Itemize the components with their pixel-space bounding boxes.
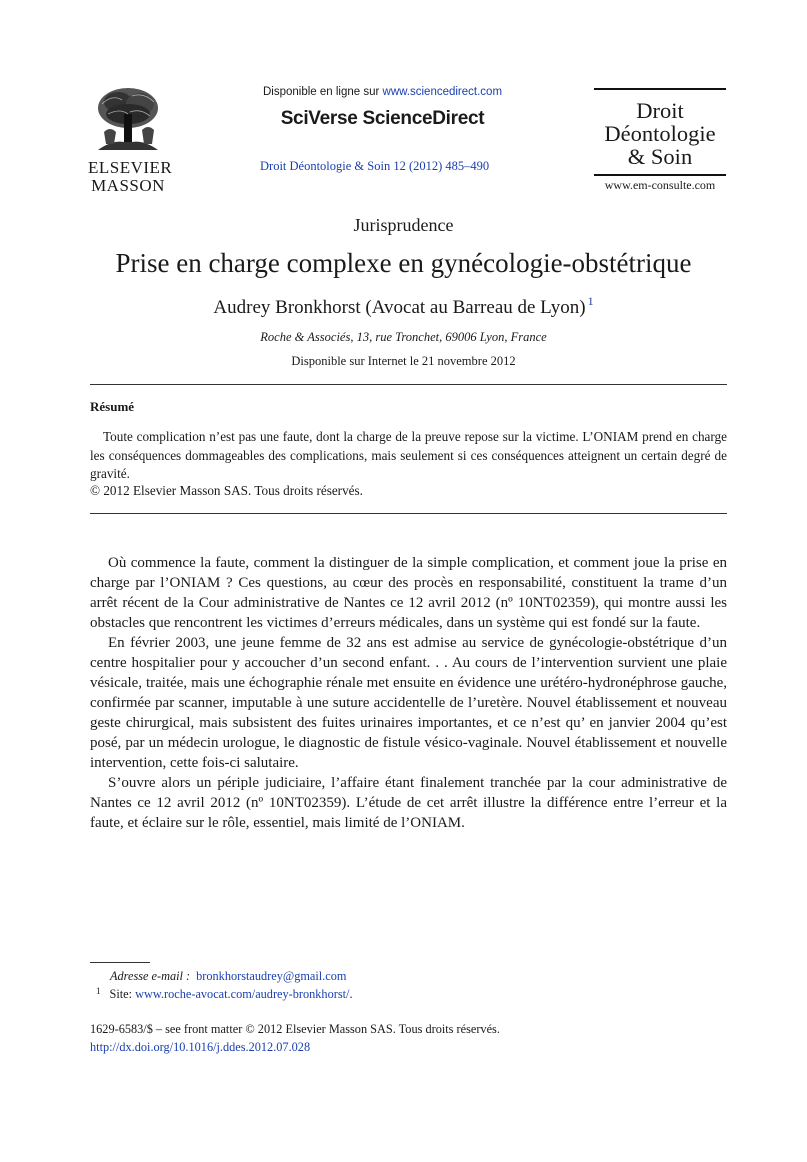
abstract-bottom-divider: [90, 513, 727, 514]
body-paragraph-2: En février 2003, une jeune femme de 32 ans est admise au service de gynécologie-obstétrique d’un centre hospitalier pour y accoucher d’un second enfant. . . Au cours de l’intervention survient une plaie vésicale, traitée, mais une échographie rénale met ensuite en évidence une urétéro-hydronéphrose gauche, confirmée par scanner, imputable à une suture accidentelle de l’uretère. Nouvel établissement et nouveau geste chirurgical, mais subsistent des fuites urinaires importantes, et ce n’est qu’ en janvier 2004 qu’est posé, par un médecin urologue, le diagnostic de fistule vésico-vaginale. Nouvel établissement et nouvelle intervention, cette fois-ci salutaire.: [90, 635, 727, 771]
section-label: Jurisprudence: [353, 215, 454, 235]
email-label: Adresse e-mail :: [110, 969, 191, 983]
site-suffix: .: [349, 987, 353, 1001]
site-prefix: Site:: [109, 987, 136, 1001]
journal-title-box: [594, 88, 726, 176]
journal-website[interactable]: www.em-consulte.com: [604, 178, 716, 192]
article-title: Prise en charge complexe en gynécologie-obstétrique: [115, 248, 692, 278]
author-footnote-marker[interactable]: 1: [587, 294, 594, 308]
available-online-prefix: Disponible en ligne sur: [262, 86, 383, 98]
issn-notice: 1629-6583/$ – see front matter © 2012 Elsevier Masson SAS. Tous droits réservés.: [90, 1022, 500, 1036]
elsevier-tree-icon: [92, 84, 164, 156]
author-site-link[interactable]: www.roche-avocat.com/audrey-bronkhorst/: [135, 987, 350, 1001]
footnote-email: [110, 969, 346, 984]
abstract-paragraph: Toute complication n’est pas une faute, dont la charge de la preuve repose sur la victime. L’ONIAM prend en charge les conséquences dommageables des complications, mais seulement si ces conséquences atteignent un certain degré de gravité.: [90, 429, 727, 481]
journal-title-line3: & Soin: [627, 144, 693, 169]
journal-citation[interactable]: Droit Déontologie & Soin 12 (2012) 485–490: [260, 159, 490, 173]
online-availability-date: Disponible sur Internet le 21 novembre 2012: [291, 354, 516, 368]
journal-title-line2: Déontologie: [604, 121, 716, 146]
footnote-divider: [90, 962, 150, 963]
platform-name: SciVerse ScienceDirect: [280, 108, 485, 129]
journal-title-line1: Droit: [636, 98, 684, 123]
publisher-name-line2: MASSON: [91, 176, 165, 195]
available-online-notice: [210, 86, 555, 98]
sciencedirect-link[interactable]: www.sciencedirect.com: [382, 86, 503, 98]
footnote-site: [96, 986, 353, 1002]
email-link[interactable]: bronkhorstaudrey@gmail.com: [196, 969, 347, 983]
elsevier-masson-logo: [88, 84, 173, 195]
body-paragraph-3: S’ouvre alors un périple judiciaire, l’affaire étant finalement tranchée par la cour administrative de Nantes ce 12 avril 2012 (nº 10NT02359). L’étude de cet arrêt illustre la différence entre l’erreur et la faute, et éclaire sur le rôle, essentiel, mais limité de l’ONIAM.: [90, 775, 727, 831]
doi-link[interactable]: http://dx.doi.org/10.1016/j.ddes.2012.07.028: [90, 1040, 311, 1054]
author-name: Audrey Bronkhorst (Avocat au Barreau de Lyon): [213, 297, 586, 318]
footnote-marker: 1: [96, 986, 101, 996]
article-body: [90, 553, 727, 833]
abstract-heading: Résumé: [90, 399, 135, 414]
author-line: [0, 294, 807, 319]
publisher-name-line1: ELSEVIER: [88, 158, 173, 177]
author-affiliation: Roche & Associés, 13, rue Tronchet, 69006 Lyon, France: [260, 330, 547, 344]
abstract-body: [90, 428, 727, 484]
body-paragraph-1: Où commence la faute, comment la distinguer de la simple complication, et comment joue la prise en charge par l’ONIAM ? Ces questions, au cœur des procès en responsabilité, constituent la trame d’un arrêt récent de la Cour administrative de Nantes ce 12 avril 2012 (nº 10NT02359), qui montre aussi les obstacles que rencontrent les victimes d’erreurs médicales, dans un système qui est fondé sur la faute.: [90, 555, 727, 631]
abstract-top-divider: [90, 384, 727, 385]
abstract-copyright: © 2012 Elsevier Masson SAS. Tous droits réservés.: [90, 483, 363, 498]
